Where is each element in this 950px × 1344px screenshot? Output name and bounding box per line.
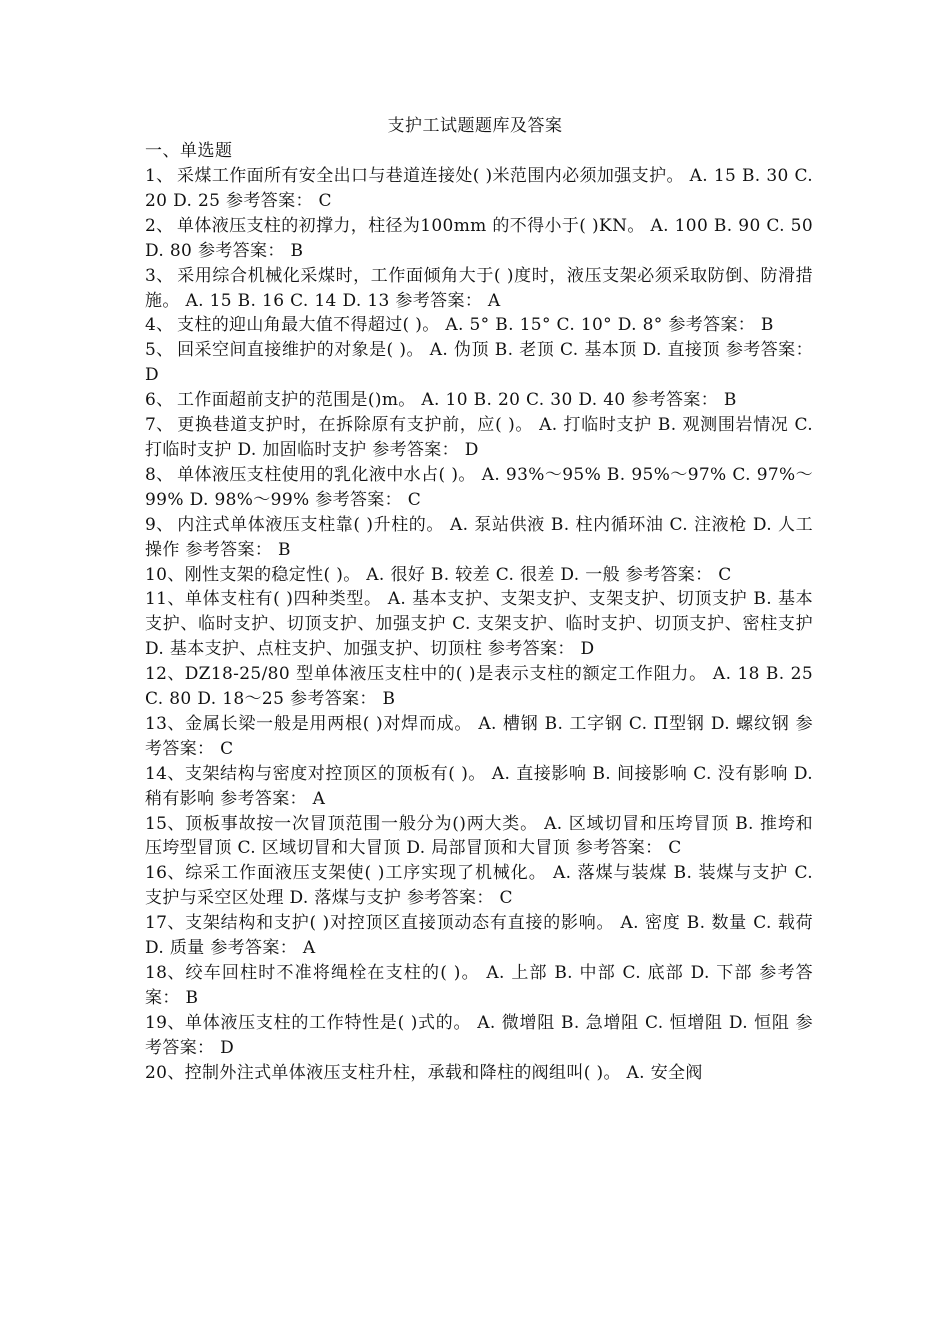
question-item [145, 1061, 813, 1086]
question-text: 刚性支架的稳定性( )。 A. 很好 B. 较差 C. 很差 D. 一般 参考答案： C [184, 564, 732, 585]
question-item [145, 164, 813, 214]
section-heading: 一、单选题 [145, 141, 233, 161]
question-number: 17、 [145, 913, 185, 934]
question-text: 回采空间直接维护的对象是( )。 A. 伪顶 B. 老顶 C. 基本顶 D. 直接顶 参考答案： D [145, 340, 813, 386]
question-number: 15、 [145, 813, 185, 834]
question-item [145, 264, 813, 314]
question-number: 3、 [145, 265, 174, 286]
question-number: 20、 [145, 1062, 185, 1083]
question-item [145, 762, 813, 812]
question-text: 单体液压支柱的初撑力，柱径为100mm 的不得小于( )KN。 A. 100 B. 90 C. 50 D. 80 参考答案： B [145, 215, 813, 261]
question-number: 14、 [145, 763, 185, 784]
question-number: 4、 [145, 315, 174, 336]
question-text: 控制外注式单体液压支柱升柱，承载和降柱的阀组叫( )。 A. 安全阀 [184, 1062, 703, 1083]
question-item [145, 388, 813, 413]
question-item [145, 214, 813, 264]
question-text: 采用综合机械化采煤时，工作面倾角大于( )度时，液压支架必须采取防倒、防滑措施。 A. 15 B. 16 C. 14 D. 13 参考答案： A [145, 265, 813, 311]
question-number: 9、 [145, 514, 174, 535]
question-text: 金属长梁一般是用两根( )对焊而成。 A. 槽钢 B. 工字钢 C. Π型钢 D. 螺纹钢 参考答案： C [145, 713, 813, 759]
question-text: 工作面超前支护的范围是()m。 A. 10 B. 20 C. 30 D. 40 参考答案： B [177, 390, 737, 411]
question-text: 综采工作面液压支架使( )工序实现了机械化。 A. 落煤与装煤 B. 装煤与支护 C. 支护与采空区处理 D. 落煤与支护 参考答案： C [145, 863, 813, 909]
document-title: 支护工试题题库及答案 [387, 116, 563, 136]
question-number: 1、 [145, 166, 174, 186]
question-item [145, 812, 813, 862]
question-item [145, 313, 813, 338]
question-item [145, 1011, 813, 1061]
question-text: 单体支柱有( )四种类型。 A. 基本支护、支架支护、支架支护、切顶支护 B. 基本支护、临时支护、切顶支护、加强支护 C. 支架支护、临时支护、切顶支护、密柱支护 D. 基本支护、点柱支护、加强支护、切顶柱 参考答案： D [145, 589, 813, 660]
question-item [145, 961, 813, 1011]
question-number: 2、 [145, 215, 174, 236]
question-item [145, 861, 813, 911]
question-number: 19、 [145, 1012, 185, 1033]
question-text: 单体液压支柱使用的乳化液中水占( )。 A. 93%～95% B. 95%～97% C. 97%～99% D. 98%～99% 参考答案： C [145, 464, 813, 510]
question-item [145, 662, 813, 712]
question-item [145, 587, 813, 662]
question-item [145, 513, 813, 563]
question-number: 10、 [145, 564, 185, 585]
question-number: 11、 [145, 589, 185, 610]
question-number: 13、 [145, 713, 185, 734]
question-item [145, 463, 813, 513]
question-text: 绞车回柱时不准将绳栓在支柱的( )。 A. 上部 B. 中部 C. 底部 D. 下部 参考答案： B [145, 963, 813, 1008]
question-text: 支架结构和支护( )对控顶区直接顶动态有直接的影响。 A. 密度 B. 数量 C. 载荷 D. 质量 参考答案： A [145, 913, 813, 959]
question-item [145, 911, 813, 961]
question-number: 18、 [145, 963, 185, 983]
question-list [145, 164, 813, 1086]
question-item [145, 338, 813, 388]
question-number: 16、 [145, 863, 185, 884]
question-text: 支柱的迎山角最大值不得超过( )。 A. 5° B. 15° C. 10° D. 8° 参考答案： B [177, 315, 774, 336]
question-number: 12、 [145, 664, 185, 685]
question-text: 采煤工作面所有安全出口与巷道连接处( )米范围内必须加强支护。 A. 15 B. 30 C. 20 D. 25 参考答案： C [145, 166, 813, 211]
question-text: 顶板事故按一次冒顶范围一般分为()两大类。 A. 区域切冒和压垮冒顶 B. 推垮和压垮型冒顶 C. 区域切冒和大冒顶 D. 局部冒顶和大冒顶 参考答案： C [145, 813, 813, 859]
question-text: DZ18-25/80 型单体液压支柱中的( )是表示支柱的额定工作阻力。 A. 18 B. 25 C. 80 D. 18～25 参考答案： B [145, 664, 813, 710]
question-text: 更换巷道支护时，在拆除原有支护前，应( )。 A. 打临时支护 B. 观测围岩情况 C. 打临时支护 D. 加固临时支护 参考答案： D [145, 415, 813, 460]
question-item [145, 712, 813, 762]
question-number: 7、 [145, 415, 174, 436]
question-text: 支架结构与密度对控顶区的顶板有( )。 A. 直接影响 B. 间接影响 C. 没有影响 D. 稍有影响 参考答案： A [145, 763, 813, 809]
question-number: 6、 [145, 390, 174, 411]
question-text: 内注式单体液压支柱靠( )升柱的。 A. 泵站供液 B. 柱内循环油 C. 注液枪 D. 人工操作 参考答案： B [145, 514, 813, 560]
question-number: 5、 [145, 340, 174, 361]
question-item [145, 413, 813, 463]
question-number: 8、 [145, 464, 174, 485]
question-item [145, 563, 813, 588]
question-text: 单体液压支柱的工作特性是( )式的。 A. 微增阻 B. 急增阻 C. 恒增阻 D. 恒阻 参考答案： D [145, 1012, 813, 1058]
